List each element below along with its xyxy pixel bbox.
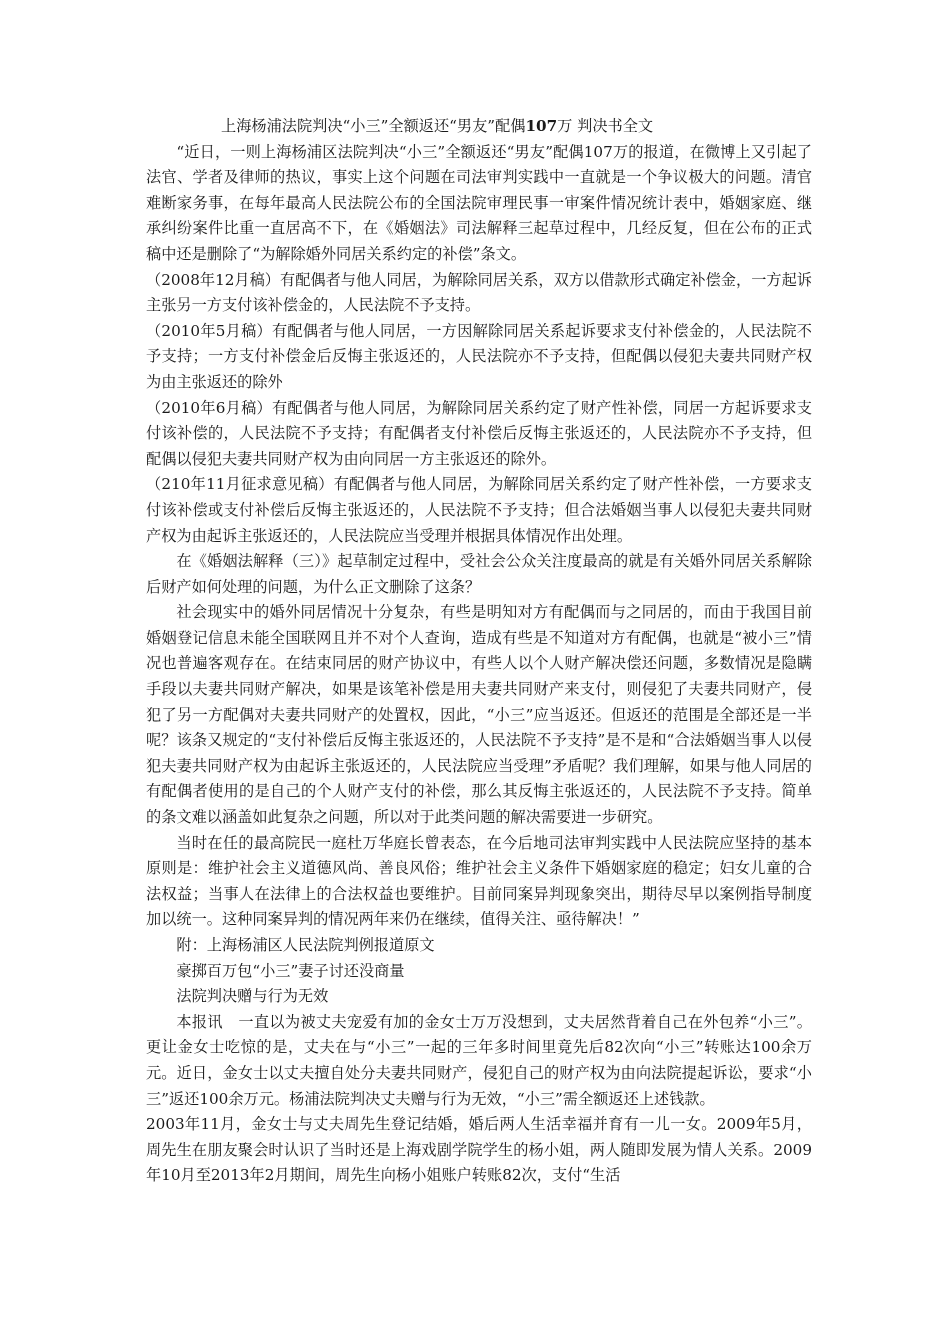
document-body <box>146 114 812 1189</box>
report-facts-paragraph: 2003年11月，金女士与丈夫周先生登记结婚，婚后两人生活幸福并育有一儿一女。2009年5月，周先生在朋友聚会时认识了当时还是上海戏剧学院学生的杨小姐，两人随即发展为情人关系。2009年10月至2013年2月期间，周先生向杨小姐账户转账82次，支付“生活 <box>146 1115 812 1185</box>
analysis-paragraph: 社会现实中的婚外同居情况十分复杂，有些是明知对方有配偶而与之同居的，而由于我国目前婚姻登记信息未能全国联网且并不对个人查询，造成有些是不知道对方有配偶，也就是“被小三”情况也普遍客观存在。在结束同居的财产协议中，有些人以个人财产解决偿还问题，多数情况是隐瞒手段以夫妻共同财产解决，如果是该笔补偿是用夫妻共同财产来支付，则侵犯了夫妻共同财产，侵犯了另一方配偶对夫妻共同财产的处置权，因此，“小三”应当返还。但返还的范围是全部还是一半呢？该条又规定的“支付补偿后反悔主张返还的，人民法院不予支持”是不是和“合法婚姻当事人以侵犯夫妻共同财产权为由起诉主张返还的，人民法院应当受理”矛盾呢？我们理解，如果与他人同居的有配偶者使用的是自己的个人财产支付的补偿，那么其反悔主张返还的，人民法院不予支持。简单的条文难以涵盖如此复杂之问题，所以对于此类问题的解决需要进一步研究。 <box>146 603 812 827</box>
title-amount: 107 <box>525 117 558 135</box>
report-headline: 豪掷百万包“小三”妻子讨还没商量 <box>176 961 405 980</box>
draft-2010-06-paragraph: （2010年6月稿）有配偶者与他人同居，为解除同居关系约定了财产性补偿，同居一方起诉要求支付该补偿的，人民法院不予支持；有配偶者支付补偿后反悔主张返还的，人民法院亦不予支持，但配偶以侵犯夫妻共同财产权为由向同居一方主张返还的除外。 <box>146 398 812 468</box>
title-suffix: 万 判决书全文 <box>557 117 654 135</box>
appendix-heading: 附：上海杨浦区人民法院判例报道原文 <box>176 936 435 954</box>
report-lead-paragraph: 本报讯 一直以为被丈夫宠爱有加的金女士万万没想到，丈夫居然背着自己在外包养“小三”。更让金女士吃惊的是，丈夫在与“小三”一起的三年多时间里竟先后82次向“小三”转账达100余万元。近日，金女士以丈夫擅自处分夫妻共同财产，侵犯自己的财产权为由向法院提起诉讼，要求“小三”返还100余万元。杨浦法院判决丈夫赠与行为无效，“小三”需全额返还上述钱款。 <box>146 1012 812 1108</box>
draft-2010-05-paragraph: （2010年5月稿）有配偶者与他人同居，一方因解除同居关系起诉要求支付补偿金的，人民法院不予支持；一方支付补偿金后反悔主张返还的，人民法院亦不予支持，但配偶以侵犯夫妻共同财产权为由主张返还的除外 <box>146 321 812 391</box>
report-subheadline: 法院判决赠与行为无效 <box>176 987 329 1006</box>
intro-paragraph: “近日，一则上海杨浦区法院判决“小三”全额返还“男友”配偶107万的报道，在微博上又引起了法官、学者及律师的热议，事实上这个问题在司法审判实践中一直就是一个争议极大的问题。清官难断家务事，在每年最高人民法院公布的全国法院审理民事一审案件情况统计表中，婚姻家庭、继承纠纷案件比重一直居高不下，在《婚姻法》司法解释三起草过程中，几经反复，但在公布的正式稿中还是删除了“为解除婚外同居关系约定的补偿”条文。 <box>146 142 812 263</box>
principles-paragraph: 当时在任的最高院民一庭杜万华庭长曾表态，在今后地司法审判实践中人民法院应坚持的基本原则是：维护社会主义道德风尚、善良风俗；维护社会主义条件下婚姻家庭的稳定；妇女儿童的合法权益；当事人在法律上的合法权益也要维护。目前同案异判现象突出，期待尽早以案例指导制度加以统一。这种同案异判的情况两年来仍在继续，值得关注、亟待解决！” <box>146 833 812 929</box>
document-title <box>146 114 812 140</box>
title-prefix: 上海杨浦法院判决“小三”全额返还“男友”配偶 <box>221 117 526 135</box>
draft-consultation-paragraph: （210年11月征求意见稿）有配偶者与他人同居，为解除同居关系约定了财产性补偿，一方要求支付该补偿或支付补偿后反悔主张返还的，人民法院不予支持；但合法婚姻当事人以侵犯夫妻共同财产权为由起诉主张返还的，人民法院应当受理并根据具体情况作出处理。 <box>146 475 812 545</box>
draft-2008-12-paragraph: （2008年12月稿）有配偶者与他人同居，为解除同居关系，双方以借款形式确定补偿金，一方起诉主张另一方支付该补偿金的，人民法院不予支持。 <box>146 270 812 315</box>
question-paragraph: 在《婚姻法解释（三）》起草制定过程中，受社会公众关注度最高的就是有关婚外同居关系解除后财产如何处理的问题，为什么正文删除了这条？ <box>146 552 812 596</box>
